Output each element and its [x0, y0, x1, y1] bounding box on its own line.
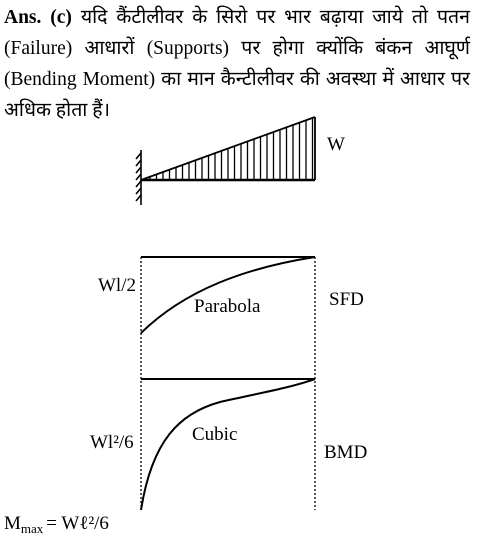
answer-prefix: Ans. (c)	[4, 7, 72, 28]
sfd-diagram-label: SFD	[329, 289, 364, 310]
load-label: W	[327, 134, 345, 155]
sfd-diagram	[141, 257, 315, 510]
bmd-curve-label: Cubic	[192, 424, 238, 445]
fixed-support	[136, 150, 141, 205]
formula-symbol: M	[4, 513, 21, 534]
bmd-value-label: Wl²/6	[90, 432, 134, 453]
sfd-value-label: Wl/2	[98, 275, 136, 296]
sfd-curve-label: Parabola	[194, 296, 261, 317]
max-moment-formula	[4, 513, 109, 537]
bmd-diagram-label: BMD	[324, 442, 368, 463]
answer-text: यदि कैंटीलीवर के सिरो पर भार बढ़ाया जाये तो पतन (Failure) आधारों (Supports) पर होगा क्योंकि बंकन आघूर्ण (Bending Moment) का मान कैन्टीलीवर की अवस्था में आधार पर अधिक होता हैं।	[4, 7, 470, 121]
formula-subscript: max	[20, 521, 44, 536]
triangular-load	[141, 117, 315, 180]
formula-expression: = Wℓ²/6	[46, 513, 109, 534]
